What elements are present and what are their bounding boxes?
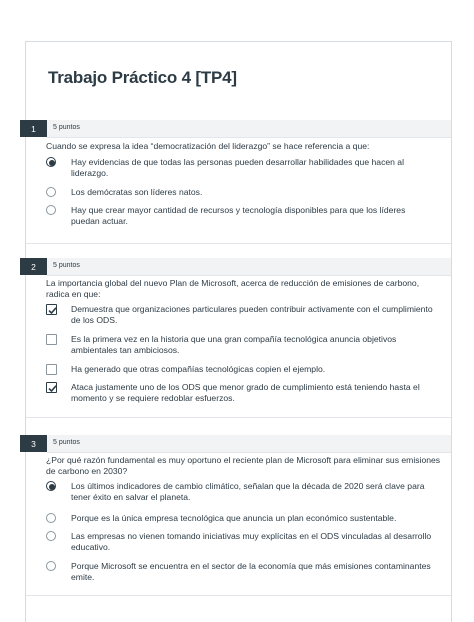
question-header-bar (47, 120, 451, 138)
radio-button[interactable] (46, 531, 56, 541)
answer-label: Ataca justamente uno de los ODS que menor grado de cumplimiento está teniendo hasta el momento y se requiere redoblar esfuerzos. (71, 382, 420, 403)
answer-label: Es la primera vez en la historia que una gran compañía tecnológica anuncia objetivos ambientales tan ambiciosos. (71, 334, 397, 355)
question-points: 5 puntos (53, 439, 80, 446)
question-header-bar (47, 435, 451, 453)
question-number: 2 (20, 258, 47, 275)
answer-label: Hay que crear mayor cantidad de recursos y tecnología disponibles para que los líderes puedan actuar. (71, 205, 406, 226)
checkbox[interactable] (46, 364, 57, 375)
answer-label: Porque Microsoft se encuentra en el sector de la economía que más emisiones contaminantes emite. (71, 561, 431, 582)
radio-button[interactable] (46, 513, 56, 523)
question-header-bar (47, 258, 451, 276)
question-number: 1 (20, 120, 47, 137)
checkmark-icon (48, 306, 57, 315)
answer-label: Hay evidencias de que todas las personas pueden desarrollar habilidades que hacen al liderazgo. (71, 157, 404, 178)
answer-label: Los demócratas son líderes natos. (71, 187, 203, 197)
answer-label: Ha generado que otras compañías tecnológicas copien el ejemplo. (71, 364, 326, 374)
radio-button[interactable] (46, 561, 56, 571)
answer-label: Las empresas no vienen tomando iniciativas muy explícitas en el ODS vinculadas al desarrollo educativo. (71, 531, 432, 552)
question-number: 3 (20, 435, 47, 452)
quiz-card (25, 41, 452, 622)
question-points: 5 puntos (53, 124, 80, 131)
divider (26, 417, 451, 418)
radio-button[interactable] (46, 205, 56, 215)
checkbox-checked[interactable] (46, 304, 57, 315)
checkmark-icon (48, 384, 57, 393)
radio-button-selected[interactable] (46, 481, 56, 491)
radio-button-selected[interactable] (46, 157, 56, 167)
checkbox[interactable] (46, 334, 57, 345)
question-text: ¿Por qué razón fundamental es muy oportuno el reciente plan de Microsoft para eliminar sus emisiones de carbono en 2030? (46, 455, 441, 476)
page-title: Trabajo Práctico 4 [TP4] (48, 68, 237, 87)
answer-label: Los últimos indicadores de cambio climático, señalan que la década de 2020 será clave para tener éxito en salvar el planeta. (71, 481, 425, 502)
question-text: Cuando se expresa la idea “democratización del liderazgo” se hace referencia a que: (46, 141, 370, 151)
question-points: 5 puntos (53, 262, 80, 269)
question-text: La importancia global del nuevo Plan de Microsoft, acerca de reducción de emisiones de carbono, radica en que: (46, 278, 420, 299)
divider (26, 595, 451, 596)
answer-label: Demuestra que organizaciones particulares pueden contribuir activamente con el cumplimiento de los ODS. (71, 304, 433, 325)
radio-button[interactable] (46, 187, 56, 197)
answer-label: Porque es la única empresa tecnológica que anuncia un plan económico sustentable. (71, 513, 397, 523)
divider (26, 243, 451, 244)
checkbox-checked[interactable] (46, 382, 57, 393)
